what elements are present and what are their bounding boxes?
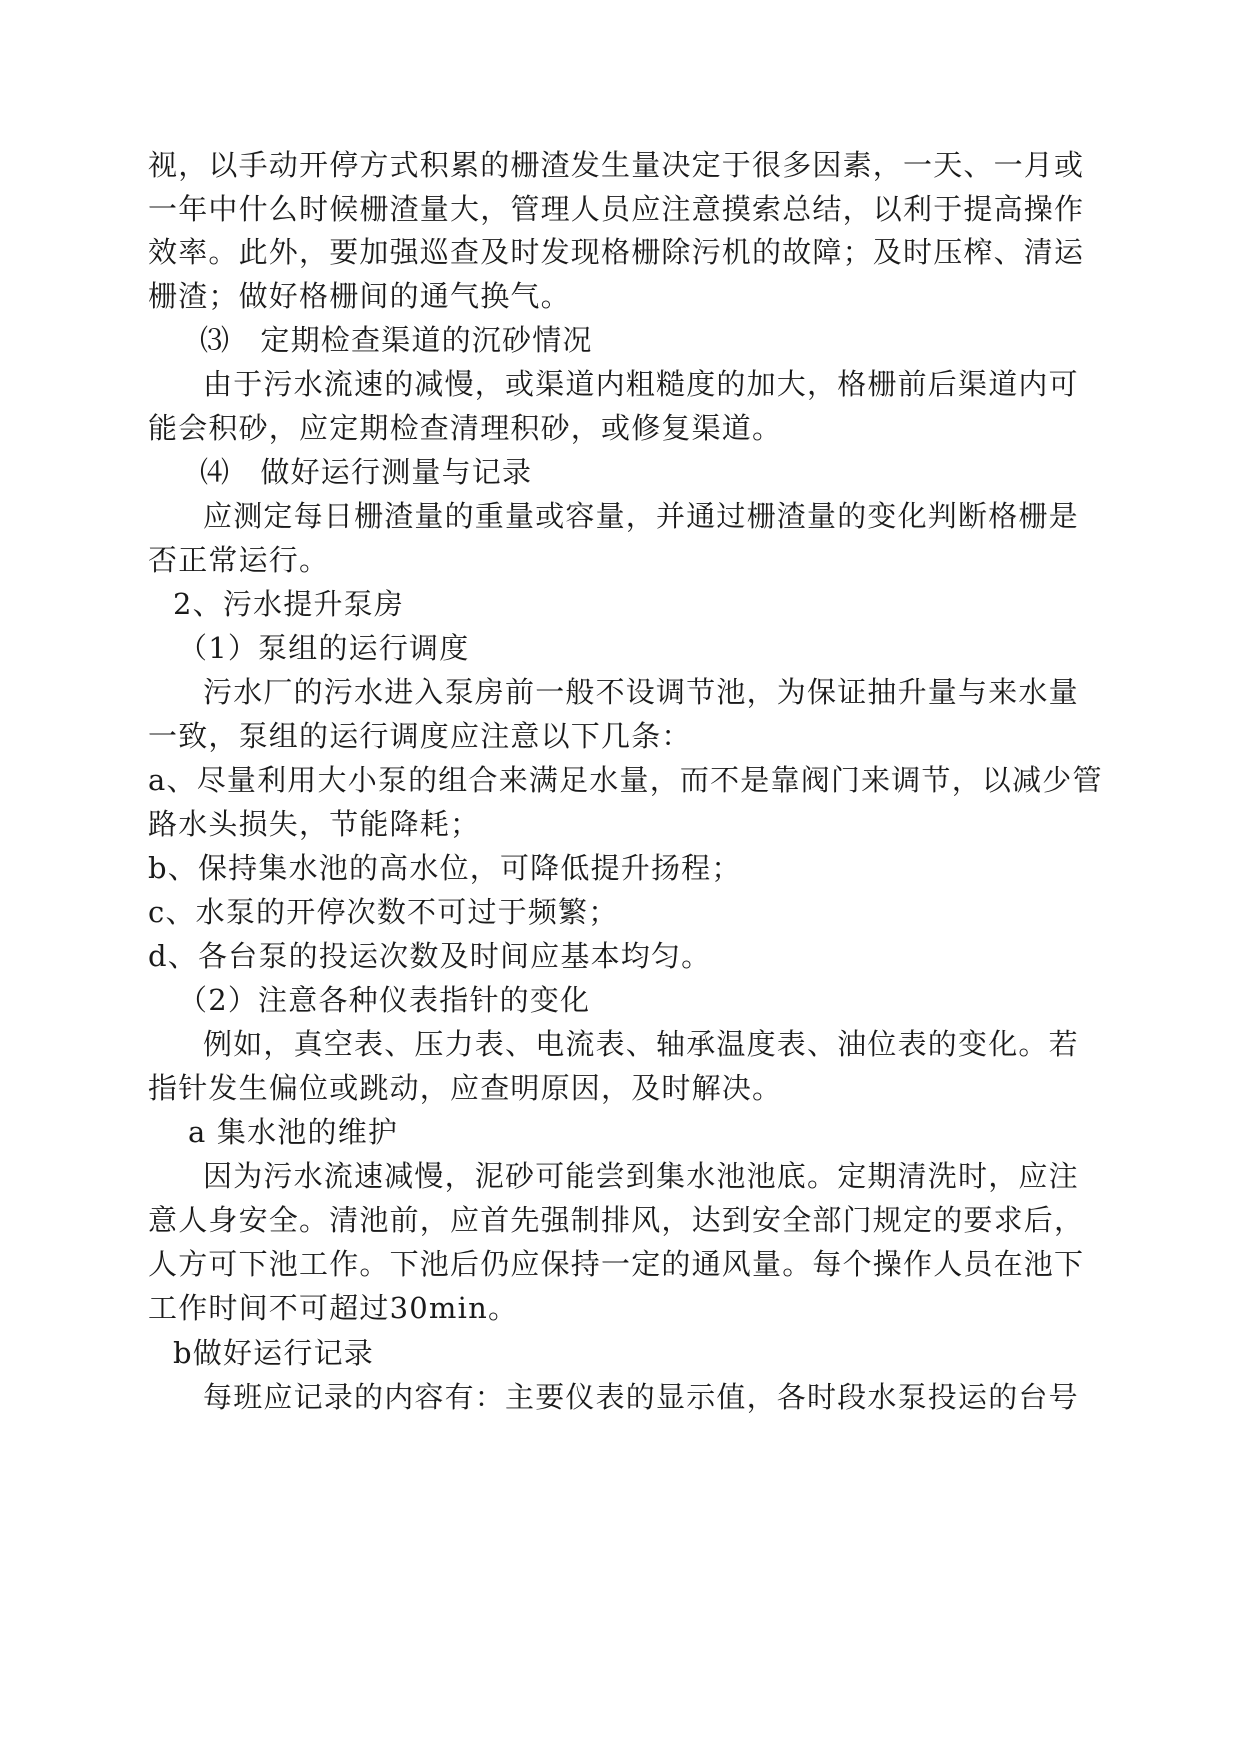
subsection-heading: a 集水池的维护 bbox=[188, 1115, 399, 1149]
text-line: 一致，泵组的运行调度应注意以下几条： bbox=[148, 719, 692, 753]
text-line: 栅渣；做好格栅间的通气换气。 bbox=[148, 279, 571, 313]
text-line: d、各台泵的投运次数及时间应基本均匀。 bbox=[148, 939, 712, 973]
text-line: 应测定每日栅渣量的重量或容量，并通过栅渣量的变化判断格栅是 bbox=[203, 499, 1079, 533]
text-line: 每班应记录的内容有：主要仪表的显示值，各时段水泵投运的台号 bbox=[203, 1380, 1079, 1414]
text-line: 意人身安全。清池前，应首先强制排风，达到安全部门规定的要求后， bbox=[148, 1203, 1085, 1237]
subsection-heading: （2）注意各种仪表指针的变化 bbox=[178, 983, 591, 1017]
text-line: 能会积砂，应定期检查清理积砂，或修复渠道。 bbox=[148, 411, 783, 445]
text-line: 视，以手动开停方式积累的栅渣发生量决定于很多因素，一天、一月或 bbox=[148, 148, 1085, 182]
text-line: 效率。此外，要加强巡查及时发现格栅除污机的故障；及时压榨、清运 bbox=[148, 235, 1085, 269]
text-line: 否正常运行。 bbox=[148, 543, 330, 577]
text-line: 例如，真空表、压力表、电流表、轴承温度表、油位表的变化。若 bbox=[203, 1027, 1079, 1061]
list-heading: ⑷ 做好运行测量与记录 bbox=[200, 455, 533, 489]
text-line: b、保持集水池的高水位，可降低提升扬程； bbox=[148, 851, 742, 885]
subsection-heading: b做好运行记录 bbox=[173, 1336, 374, 1370]
text-line: 由于污水流速的减慢，或渠道内粗糙度的加大，格栅前后渠道内可 bbox=[203, 367, 1079, 401]
text-line: 人方可下池工作。下池后仍应保持一定的通风量。每个操作人员在池下 bbox=[148, 1247, 1085, 1281]
text-line: 路水头损失，节能降耗； bbox=[148, 807, 481, 841]
list-heading: ⑶ 定期检查渠道的沉砂情况 bbox=[200, 323, 593, 357]
text-line: 污水厂的污水进入泵房前一般不设调节池，为保证抽升量与来水量 bbox=[203, 675, 1079, 709]
text-line: 一年中什么时候栅渣量大，管理人员应注意摸索总结，以利于提高操作 bbox=[148, 192, 1085, 226]
text-line: 因为污水流速减慢，泥砂可能尝到集水池池底。定期清洗时，应注 bbox=[203, 1159, 1079, 1193]
section-heading: 2、污水提升泵房 bbox=[173, 587, 405, 621]
text-line: c、水泵的开停次数不可过于频繁； bbox=[148, 895, 619, 929]
text-line: a、尽量利用大小泵的组合来满足水量，而不是靠阀门来调节，以减少管 bbox=[148, 763, 1103, 797]
text-line: 工作时间不可超过30min。 bbox=[148, 1291, 519, 1325]
text-line: 指针发生偏位或跳动，应查明原因，及时解决。 bbox=[148, 1071, 783, 1105]
subsection-heading: （1）泵组的运行调度 bbox=[178, 631, 470, 665]
